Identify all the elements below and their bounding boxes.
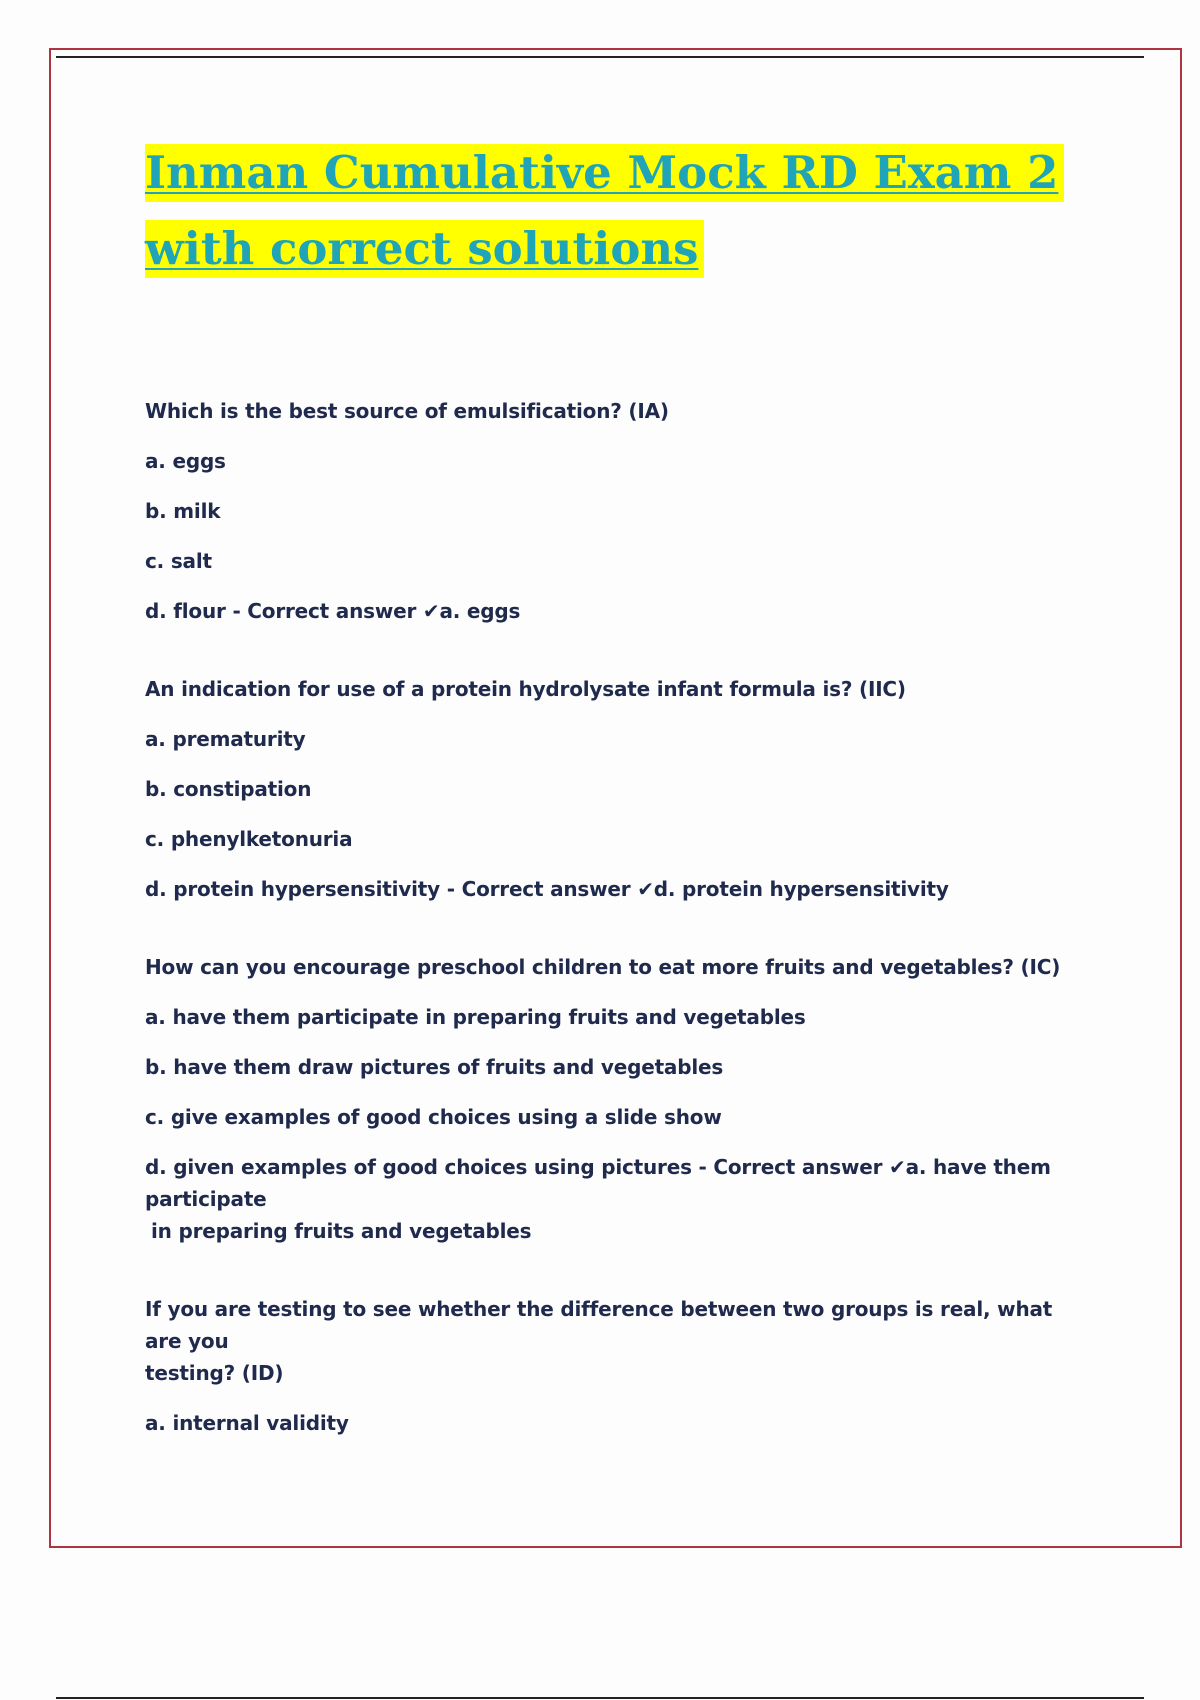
question-1 [145, 395, 1095, 627]
option-d-with-answer [145, 1151, 1095, 1247]
question-text-line-1: If you are testing to see whether the difference between two groups is real, what are you [145, 1297, 1053, 1353]
title-line-1: Inman Cumulative Mock RD Exam 2 [145, 144, 1064, 202]
footer-rule [56, 1697, 1144, 1699]
option-b: b. milk [145, 499, 221, 523]
option-d-with-answer: d. protein hypersensitivity - Correct answer ✔d. protein hypersensitivity [145, 877, 949, 901]
option-c: c. give examples of good choices using a slide show [145, 1105, 722, 1129]
question-4 [145, 1293, 1095, 1439]
question-text [145, 1293, 1095, 1389]
question-list [145, 395, 1095, 1485]
option-d-with-answer: d. flour - Correct answer ✔a. eggs [145, 599, 521, 623]
question-3 [145, 951, 1095, 1247]
question-text: How can you encourage preschool children to eat more fruits and vegetables? (IC) [145, 955, 1061, 979]
option-a: a. prematurity [145, 727, 306, 751]
question-text-line-2: testing? (ID) [145, 1361, 284, 1385]
option-a: a. eggs [145, 449, 226, 473]
question-text: An indication for use of a protein hydrolysate infant formula is? (IIC) [145, 677, 906, 701]
option-d-line-2: in preparing fruits and vegetables [151, 1219, 532, 1243]
option-a: a. have them participate in preparing fruits and vegetables [145, 1005, 806, 1029]
question-text: Which is the best source of emulsification? (IA) [145, 399, 669, 423]
title-line-2: with correct solutions [145, 220, 704, 278]
option-c: c. salt [145, 549, 212, 573]
option-d-line-1: d. given examples of good choices using pictures - Correct answer ✔a. have them participate [145, 1155, 1051, 1211]
option-a: a. internal validity [145, 1411, 349, 1435]
question-2 [145, 673, 1095, 905]
option-b: b. have them draw pictures of fruits and vegetables [145, 1055, 724, 1079]
document-title [145, 144, 1095, 296]
option-b: b. constipation [145, 777, 312, 801]
option-c: c. phenylketonuria [145, 827, 353, 851]
